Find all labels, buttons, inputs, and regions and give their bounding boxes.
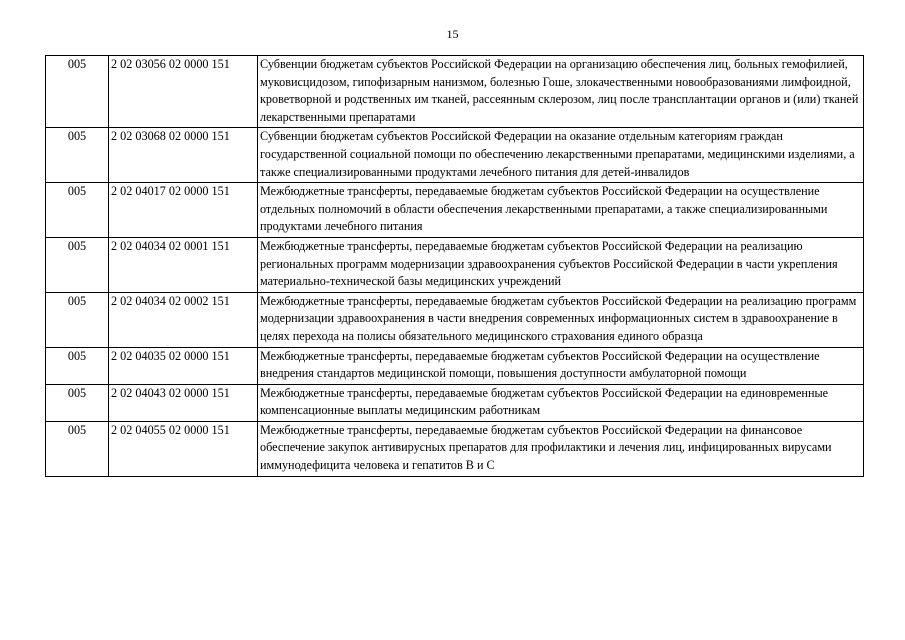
table-row [46,292,864,347]
revenue-description-cell: Межбюджетные трансферты, передаваемые бюджетам субъектов Российской Федерации на финансовое обеспечение закупок антивирусных препаратов для профилактики и лечения лиц, инфицированных вирусами иммунодефицита человека и гепатитов В и С [258,421,864,476]
budget-classification-code-cell: 2 02 04034 02 0002 151 [109,292,258,347]
table-row [46,237,864,292]
budget-classification-code-cell: 2 02 04055 02 0000 151 [109,421,258,476]
revenue-description-cell: Субвенции бюджетам субъектов Российской Федерации на оказание отдельным категориям граждан государственной социальной помощи по обеспечению лекарственными препаратами, медицинскими изделиями, а также специализированными продуктами лечебного питания для детей-инвалидов [258,128,864,183]
table-row [46,384,864,421]
administrator-code-cell: 005 [46,237,109,292]
revenue-description-cell: Межбюджетные трансферты, передаваемые бюджетам субъектов Российской Федерации на единовременные компенсационные выплаты медицинским работникам [258,384,864,421]
budget-classification-code-cell: 2 02 03068 02 0000 151 [109,128,258,183]
administrator-code-cell: 005 [46,128,109,183]
budget-classification-code-cell: 2 02 04034 02 0001 151 [109,237,258,292]
revenue-description-cell: Межбюджетные трансферты, передаваемые бюджетам субъектов Российской Федерации на реализацию региональных программ модернизации здравоохранения субъектов Российской Федерации в части укрепления материально-технической базы медицинских учреждений [258,237,864,292]
table-row [46,183,864,238]
administrator-code-cell: 005 [46,347,109,384]
revenue-description-cell: Межбюджетные трансферты, передаваемые бюджетам субъектов Российской Федерации на осуществление отдельных полномочий в области обеспечения лекарственными препаратами, а также специализированными продуктами лечебного питания [258,183,864,238]
budget-revenue-table [45,55,864,477]
budget-classification-code-cell: 2 02 04017 02 0000 151 [109,183,258,238]
budget-classification-code-cell: 2 02 04035 02 0000 151 [109,347,258,384]
table-body [46,56,864,477]
revenue-description-cell: Межбюджетные трансферты, передаваемые бюджетам субъектов Российской Федерации на осуществление внедрения стандартов медицинской помощи, повышения доступности амбулаторной помощи [258,347,864,384]
administrator-code-cell: 005 [46,292,109,347]
table-row [46,347,864,384]
administrator-code-cell: 005 [46,183,109,238]
administrator-code-cell: 005 [46,421,109,476]
page-number: 15 [446,27,459,41]
table-row [46,421,864,476]
administrator-code-cell: 005 [46,384,109,421]
revenue-description-cell: Субвенции бюджетам субъектов Российской Федерации на организацию обеспечения лиц, больных гемофилией, муковисцидозом, гипофизарным нанизмом, болезнью Гоше, злокачественными новообразованиями лимфоидной, кроветворной и родственных им тканей, рассеянным склерозом, лиц после трансплантации органов и (или) тканей лекарственными препаратами [258,56,864,128]
budget-classification-code-cell: 2 02 04043 02 0000 151 [109,384,258,421]
table-row [46,56,864,128]
revenue-description-cell: Межбюджетные трансферты, передаваемые бюджетам субъектов Российской Федерации на реализацию программ модернизации здравоохранения в части внедрения современных информационных систем в здравоохранение в целях перехода на полисы обязательного медицинского страхования единого образца [258,292,864,347]
administrator-code-cell: 005 [46,56,109,128]
budget-classification-code-cell: 2 02 03056 02 0000 151 [109,56,258,128]
table-row [46,128,864,183]
